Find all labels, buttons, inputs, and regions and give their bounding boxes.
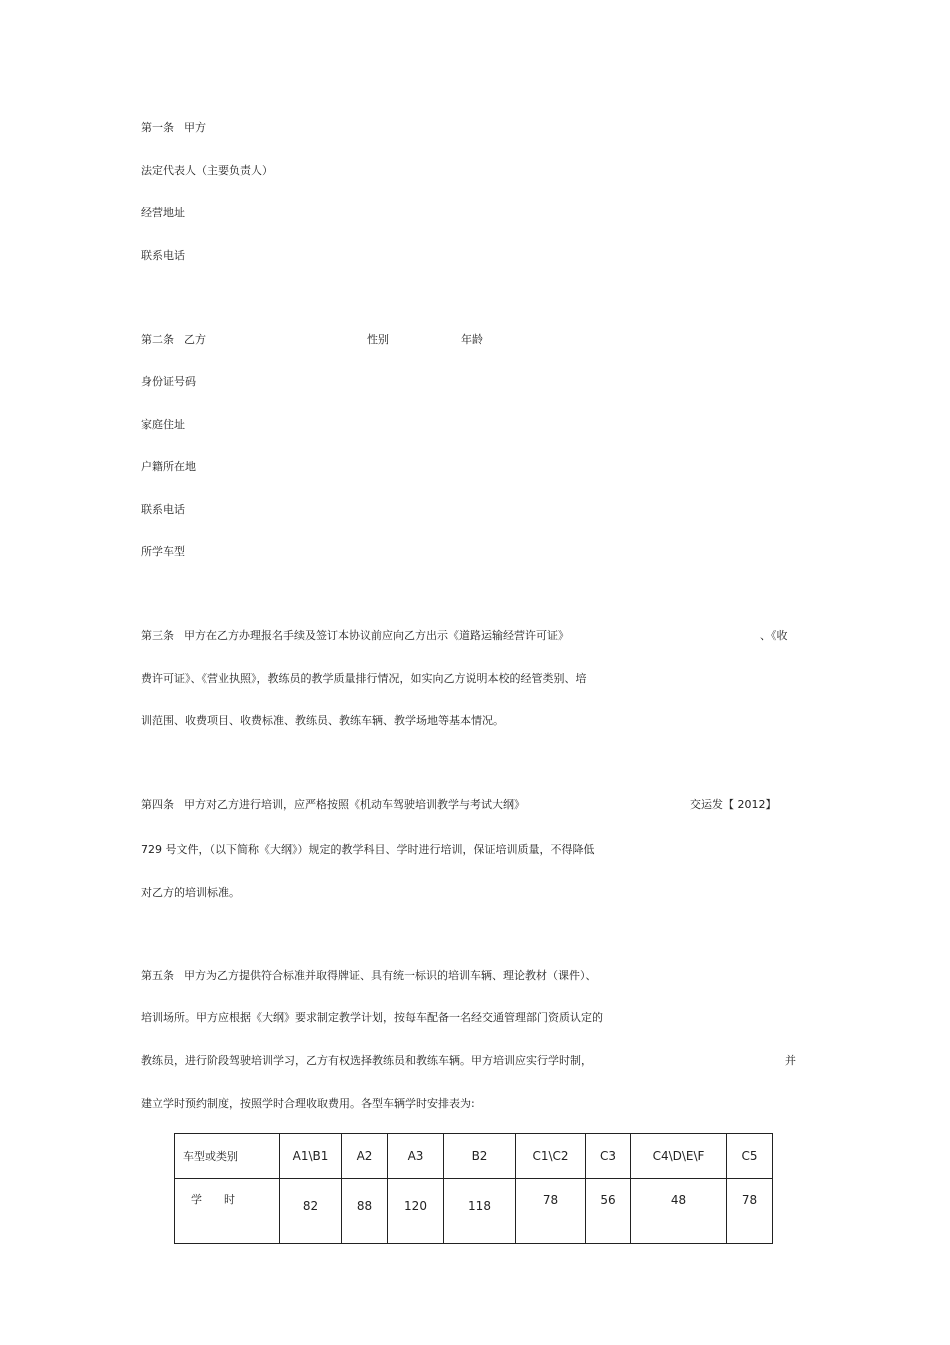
- article-5-line-1: 第五条 甲方为乙方提供符合标准并取得牌证、具有统一标识的培训车辆、理论教材（课件）、: [141, 969, 597, 982]
- vehicle-type-label: 所学车型: [141, 545, 185, 558]
- article-1-heading: [141, 121, 206, 135]
- article-5-title: 第五条: [141, 969, 174, 982]
- article-5-line-3: 教练员，进行阶段驾驶培训学习，乙方有权选择教练员和教练车辆。甲方培训应实行学时制，: [141, 1054, 592, 1067]
- column-header: C5: [727, 1134, 773, 1179]
- table-cell: 120: [388, 1179, 444, 1244]
- article-3-line-3: 训范围、收费项目、收费标准、教练员、教练车辆、教学场地等基本情况。: [141, 714, 504, 727]
- article-2-title: 第二条: [141, 333, 174, 346]
- household-registration-label: 户籍所在地: [141, 460, 196, 473]
- column-header: A2: [342, 1134, 388, 1179]
- column-header: A1\B1: [280, 1134, 342, 1179]
- article-5-line-3-end: 并: [785, 1054, 796, 1067]
- training-hours-table: [174, 1133, 773, 1244]
- column-header: B2: [444, 1134, 516, 1179]
- table-cell: 82: [280, 1179, 342, 1244]
- article-4-line-1-end: 交运发【 2012】: [690, 798, 777, 811]
- article-2-heading: [141, 333, 206, 347]
- article-1-title: 第一条: [141, 121, 174, 134]
- business-address-label: 经营地址: [141, 206, 185, 219]
- table-cell: 78: [516, 1179, 586, 1244]
- table-header-row: [175, 1134, 773, 1179]
- article-4-line-2: 729 号文件，（以下简称《大纲》）规定的教学科目、学时进行培训，保证培训质量，不得降低: [141, 843, 595, 856]
- article-3-line-2: 费许可证》、《营业执照》，教练员的教学质量排行情况，如实向乙方说明本校的经管类别、培: [141, 672, 587, 685]
- hours-row-label: 学 时: [175, 1179, 280, 1244]
- article-1-party: 甲方: [184, 121, 206, 134]
- table-cell: 78: [727, 1179, 773, 1244]
- id-number-label: 身份证号码: [141, 375, 196, 388]
- article-4-title: 第四条: [141, 798, 174, 811]
- column-header: A3: [388, 1134, 444, 1179]
- article-3-title: 第三条: [141, 629, 174, 642]
- article-4-line-3: 对乙方的培训标准。: [141, 886, 240, 899]
- gender-label: 性别: [367, 333, 389, 346]
- vehicle-category-header: 车型或类别: [175, 1134, 280, 1179]
- article-2-party: 乙方: [184, 333, 206, 346]
- table-hours-row: [175, 1179, 773, 1244]
- article-5-line-2: 培训场所。甲方应根据《大纲》要求制定教学计划，按每车配备一名经交通管理部门资质认定的: [141, 1011, 603, 1024]
- article-5-line-4: 建立学时预约制度，按照学时合理收取费用。各型车辆学时安排表为:: [141, 1097, 475, 1110]
- legal-representative-label: 法定代表人（主要负责人）: [141, 164, 273, 177]
- column-header: C1\C2: [516, 1134, 586, 1179]
- home-address-label: 家庭住址: [141, 418, 185, 431]
- column-header: C3: [586, 1134, 631, 1179]
- article-3-line-1-end: 、《收: [760, 629, 788, 642]
- table-cell: 118: [444, 1179, 516, 1244]
- table-cell: 56: [586, 1179, 631, 1244]
- party-b-phone-label: 联系电话: [141, 503, 185, 516]
- column-header: C4\D\E\F: [631, 1134, 727, 1179]
- article-4-line-1: 第四条 甲方对乙方进行培训，应严格按照《机动车驾驶培训教学与考试大纲》: [141, 798, 525, 811]
- age-label: 年龄: [461, 333, 483, 346]
- table-cell: 48: [631, 1179, 727, 1244]
- table-cell: 88: [342, 1179, 388, 1244]
- article-3-line-1: 第三条 甲方在乙方办理报名手续及签订本协议前应向乙方出示《道路运输经营许可证》: [141, 629, 569, 642]
- party-a-phone-label: 联系电话: [141, 249, 185, 262]
